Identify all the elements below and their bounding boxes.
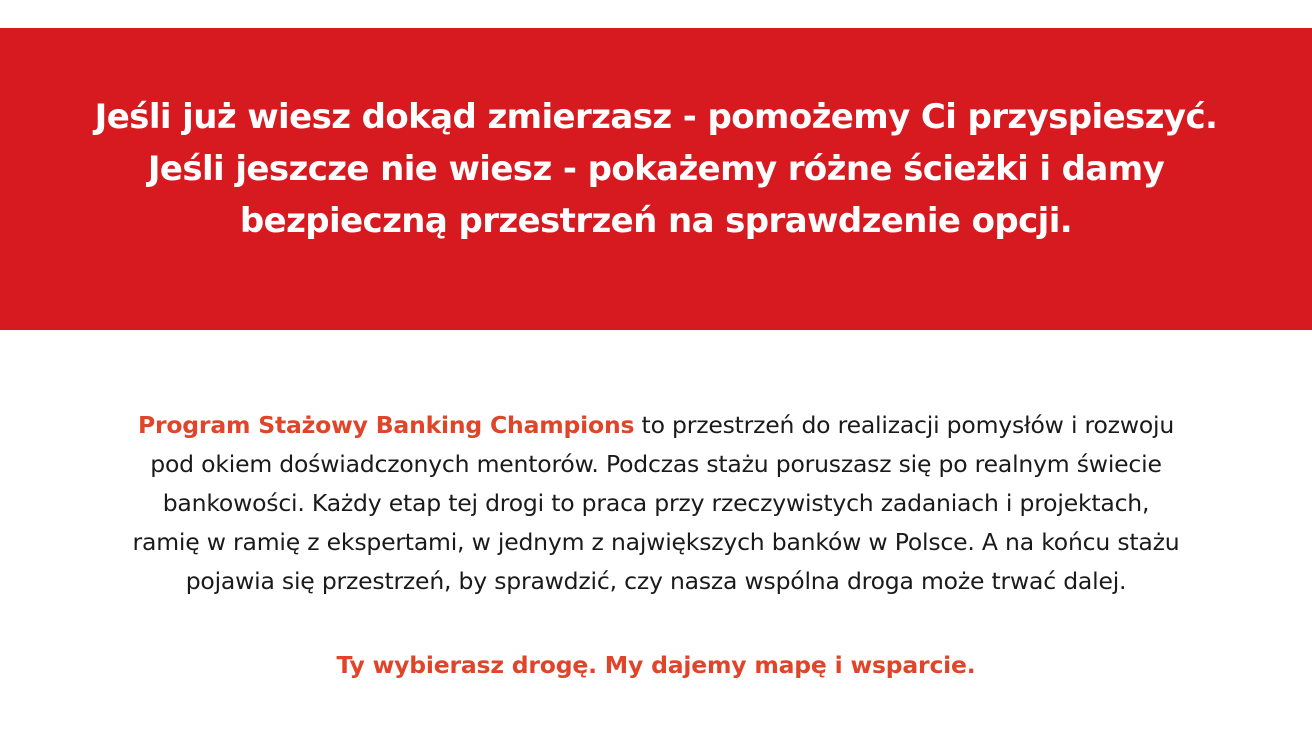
banner-headline xyxy=(95,91,1218,247)
banner-line: bezpieczną przestrzeń na sprawdzenie opcji. xyxy=(239,201,1073,241)
banner-line: Jeśli jeszcze nie wiesz - pokażemy różne ścieżki i damy xyxy=(147,149,1165,189)
banner-line: Jeśli już wiesz dokąd zmierzasz - pomożemy Ci przyspieszyć. xyxy=(94,97,1218,137)
description-line-rest: to przestrzeń do realizacji pomysłów i rozwoju xyxy=(634,411,1175,439)
hero-banner xyxy=(0,28,1312,330)
description-line: pojawia się przestrzeń, by sprawdzić, czy nasza wspólna droga może trwać dalej. xyxy=(185,567,1127,595)
description-line: pod okiem doświadczonych mentorów. Podczas stażu poruszasz się po realnym świecie xyxy=(150,450,1162,478)
program-name-highlight: Program Stażowy Banking Champions xyxy=(137,411,635,439)
tagline: Ty wybierasz drogę. My dajemy mapę i wsparcie. xyxy=(336,651,976,679)
description-line: bankowości. Każdy etap tej drogi to praca przy rzeczywistych zadaniach i projektach, xyxy=(162,489,1150,517)
program-description xyxy=(0,406,1312,601)
description-line xyxy=(0,406,1312,445)
description-line: ramię w ramię z ekspertami, w jednym z największych banków w Polsce. A na końcu stażu xyxy=(132,528,1180,556)
